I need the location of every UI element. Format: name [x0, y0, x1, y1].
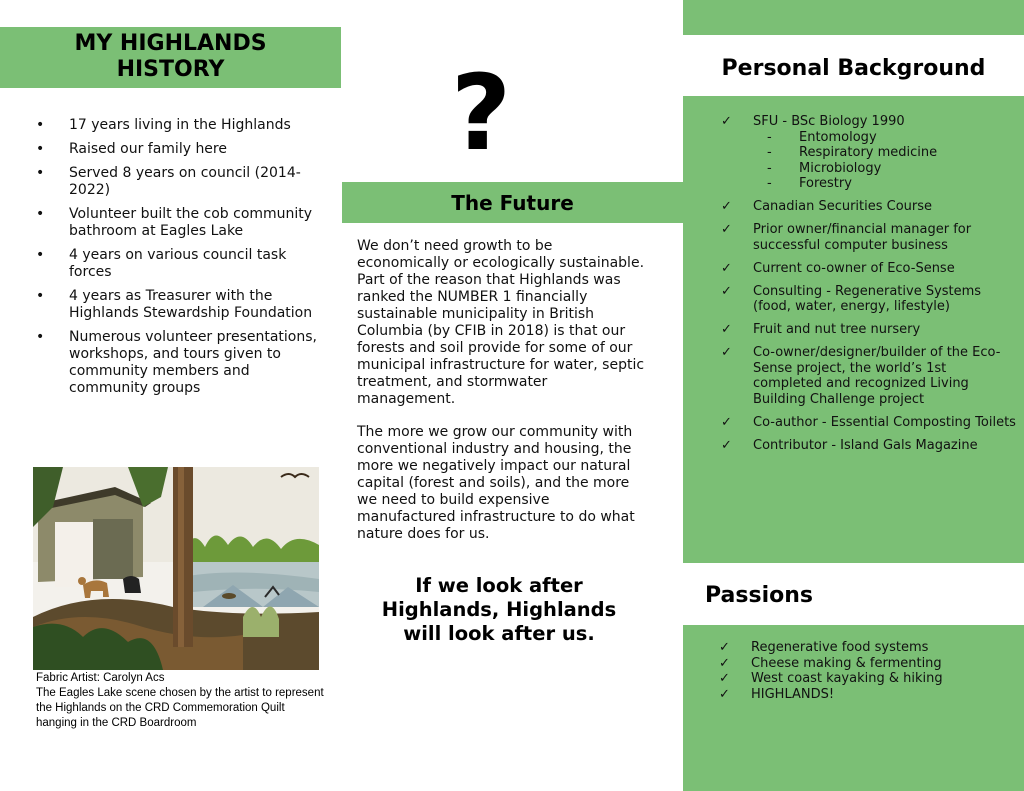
- list-item: [721, 284, 1016, 315]
- checkmark-icon: ✓: [719, 640, 730, 655]
- list-item: [721, 222, 1016, 253]
- checkmark-icon: ✓: [721, 437, 732, 453]
- bullet-icon: •: [36, 206, 45, 222]
- background-item-text: Current co-owner of Eco-Sense: [753, 260, 955, 276]
- bullet-icon: •: [36, 288, 45, 304]
- caption-description: The Eagles Lake scene chosen by the artist to represent the Highlands on the CRD Commemoration Quilt hanging in the CRD Boardroom: [36, 687, 324, 729]
- list-item: [32, 141, 322, 158]
- list-item: [753, 176, 1016, 192]
- list-item: [753, 161, 1016, 177]
- slogan: If we look after Highlands, Highlands will look after us.: [381, 574, 617, 645]
- list-item: [721, 322, 1016, 338]
- dash-icon: -: [767, 145, 772, 160]
- list-item: [32, 288, 322, 322]
- history-title: MY HIGHLANDS HISTORY: [74, 31, 267, 82]
- background-item-text: Co-author - Essential Composting Toilets: [753, 414, 1016, 430]
- checkmark-icon: ✓: [721, 345, 732, 360]
- quilt-image: [33, 467, 319, 670]
- checkmark-icon: ✓: [721, 414, 732, 430]
- list-item: [721, 199, 1016, 215]
- degree-sublist: [753, 130, 1016, 192]
- list-item: [719, 671, 1009, 687]
- history-item-text: Raised our family here: [69, 141, 227, 157]
- checkmark-icon: ✓: [719, 655, 730, 671]
- history-item-text: 17 years living in the Highlands: [69, 117, 291, 133]
- list-item: [32, 117, 322, 134]
- list-item: [32, 206, 322, 240]
- history-item-text: 4 years as Treasurer with the Highlands Stewardship Foundation: [69, 288, 313, 321]
- dash-icon: -: [767, 129, 772, 145]
- checkmark-icon: ✓: [721, 283, 732, 299]
- sub-item-text: Microbiology: [799, 160, 882, 176]
- history-item-text: 4 years on various council task forces: [69, 247, 287, 280]
- bullet-icon: •: [36, 247, 45, 263]
- background-item-text: Contributor - Island Gals Magazine: [753, 437, 978, 453]
- background-item-text: Co-owner/designer/builder of the Eco-Sense project, the world’s 1st completed and recognized Living Building Challenge project: [753, 345, 1001, 407]
- future-title: The Future: [451, 191, 574, 215]
- checkmark-icon: ✓: [719, 686, 730, 702]
- checkmark-icon: ✓: [721, 322, 732, 337]
- bullet-icon: •: [36, 117, 45, 133]
- passion-item-text: West coast kayaking & hiking: [751, 671, 943, 686]
- list-item: [719, 656, 1009, 672]
- bullet-icon: •: [36, 165, 45, 181]
- question-mark-icon: ?: [450, 52, 512, 174]
- history-item-text: Volunteer built the cob community bathroom at Eagles Lake: [69, 206, 313, 239]
- history-item-text: Numerous volunteer presentations, workshops, and tours given to community members and community groups: [69, 329, 317, 396]
- list-item: [32, 165, 322, 199]
- background-list: [721, 114, 1016, 461]
- list-item: [32, 329, 322, 397]
- list-item: [753, 130, 1016, 146]
- background-item-text: Consulting - Regenerative Systems (food, water, energy, lifestyle): [753, 283, 982, 314]
- checkmark-icon: ✓: [721, 222, 732, 237]
- checkmark-icon: ✓: [721, 260, 732, 276]
- future-paragraph-2: The more we grow our community with conventional industry and housing, the more we negatively impact our natural capital (forest and soils), and the more we need to build expensive manufactured infrastructure to do what nature does for us.: [357, 424, 635, 542]
- checkmark-icon: ✓: [721, 114, 732, 129]
- list-item: [32, 247, 322, 281]
- passions-title: Passions: [705, 583, 813, 608]
- passion-item-text: Cheese making & fermenting: [751, 655, 942, 671]
- future-paragraph-1: We don’t need growth to be economically or ecologically sustainable. Part of the reason that Highlands was ranked the NUMBER 1 financially sustainable municipality in British Columbia (by CFIB in 2018) is that our forests and soil provide for some of our municipal infrastructure for water, septic treatment, and stormwater management.: [357, 238, 645, 407]
- caption-artist: Fabric Artist: Carolyn Acs: [36, 672, 165, 684]
- background-item-text: Canadian Securities Course: [753, 199, 933, 214]
- sub-item-text: Forestry: [799, 176, 852, 191]
- list-item: [721, 345, 1016, 407]
- passion-item-text: HIGHLANDS!: [751, 686, 835, 702]
- quilt-caption: [36, 671, 326, 731]
- background-item-text: Prior owner/financial manager for successful computer business: [753, 222, 972, 253]
- sub-item-text: Respiratory medicine: [799, 145, 938, 160]
- passion-item-text: Regenerative food systems: [751, 640, 929, 655]
- list-item: [721, 438, 1016, 454]
- passions-list: [719, 640, 1009, 702]
- history-list: [32, 117, 322, 404]
- list-item: [719, 640, 1009, 656]
- bullet-icon: •: [36, 141, 45, 157]
- list-item: [721, 261, 1016, 277]
- sub-item-text: Entomology: [799, 129, 877, 145]
- bullet-icon: •: [36, 329, 45, 345]
- background-item-text: SFU - BSc Biology 1990: [753, 114, 905, 129]
- list-item: [721, 114, 1016, 192]
- dash-icon: -: [767, 160, 772, 176]
- list-item: [753, 145, 1016, 161]
- list-item: [721, 415, 1016, 431]
- checkmark-icon: ✓: [719, 671, 730, 686]
- history-item-text: Served 8 years on council (2014-2022): [69, 165, 301, 198]
- background-item-text: Fruit and nut tree nursery: [753, 322, 921, 337]
- dash-icon: -: [767, 176, 772, 191]
- list-item: [719, 687, 1009, 703]
- background-title: Personal Background: [721, 56, 986, 81]
- checkmark-icon: ✓: [721, 199, 732, 214]
